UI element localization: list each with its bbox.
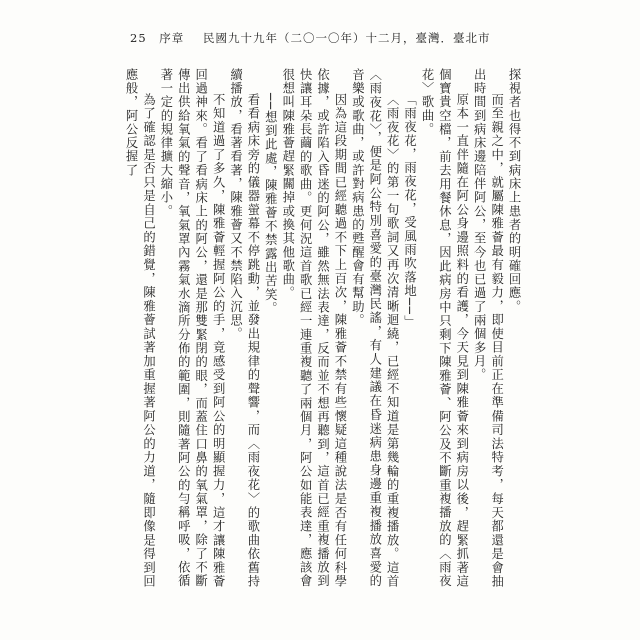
body-paragraph: 探視者也得不到病床上患者的明確回應。 <box>507 68 521 314</box>
body-paragraph: 看看病床旁的儀器螢幕不停跳動，並發出規律的聲響，而〈雨夜花〉的歌曲依舊持續播放，看著看著，陳雅薈又不禁陷入沉思。 <box>228 68 260 588</box>
page-number: 25 <box>130 31 147 45</box>
body-paragraph: 原本一直伴隨在阿公身邊照料的看護，今天見到陳雅薈來到病房以後，趕緊抓著這個寶貴空檔，前去用餐休息，因此病房中只剩下陳雅薈、阿公及不斷重複播放的〈雨夜花〉歌曲。 <box>419 68 469 588</box>
body-paragraph: 而至親之中，就屬陳雅薈最有毅力，即使目前正在準備司法特考，每天都還是會抽出時間到病床邊陪伴阿公，至今也已過了兩個多月。 <box>472 68 504 588</box>
body-paragraph: 為了確認是否只是自己的錯覺，陳雅薈試著加重握著阿公的力道，隨即像是得到回應般，阿公反握了 <box>124 68 156 588</box>
body-paragraph: 因為這段期間已經聽過不下上百次，陳雅薈不禁有些懷疑這種說法是否有任何科學依據，或許陷入昏迷的阿公，雖然無法表達，反而並不想再聽到，這首已經重複播放到快讓耳朵長繭的歌曲。更何況這首歌已經一連重複聽了兩個月，阿公如能表達，應該會很想叫陳雅薈趕緊關掉或換其他歌曲。 <box>280 68 347 588</box>
section-title: 序章 <box>159 31 185 45</box>
body-paragraph: 「雨夜花，雨夜花，受風雨吹落地──」 <box>402 92 417 329</box>
body-paragraph: 不知道過了多久，陳雅薈輕握阿公的手，竟感受到阿公的明顯握力，這才讓陳雅薈回過神來。看了看病床上的阿公，還是那雙緊閉的眼，而蓋住口鼻的氧氣罩，除了不斷傳出供給氧氣的聲音，氧氣罩內霧氣水滴所分佈的範圍，則隨著阿公的勻稱呼吸，依循著一定的規律擴大縮小。 <box>158 68 226 588</box>
vertical-body-text <box>102 68 522 588</box>
body-paragraph: 〈雨夜花〉的第一句歌詞又再次清晰迴繞，已經不知道是第幾輪的重複播放。這首〈雨夜花〉，便是阿公特別喜愛的臺灣民謠，有人建議在昏迷病患身邊重複播放喜愛的音樂或歌曲，或許對病患的甦醒會有幫助。 <box>350 68 400 588</box>
running-header <box>130 30 504 46</box>
date-location-line: 民國九十九年（二〇一〇年）十二月，臺灣．臺北市 <box>202 31 491 45</box>
body-paragraph: ──想到此處，陳雅薈不禁露出苦笑。 <box>263 92 278 315</box>
